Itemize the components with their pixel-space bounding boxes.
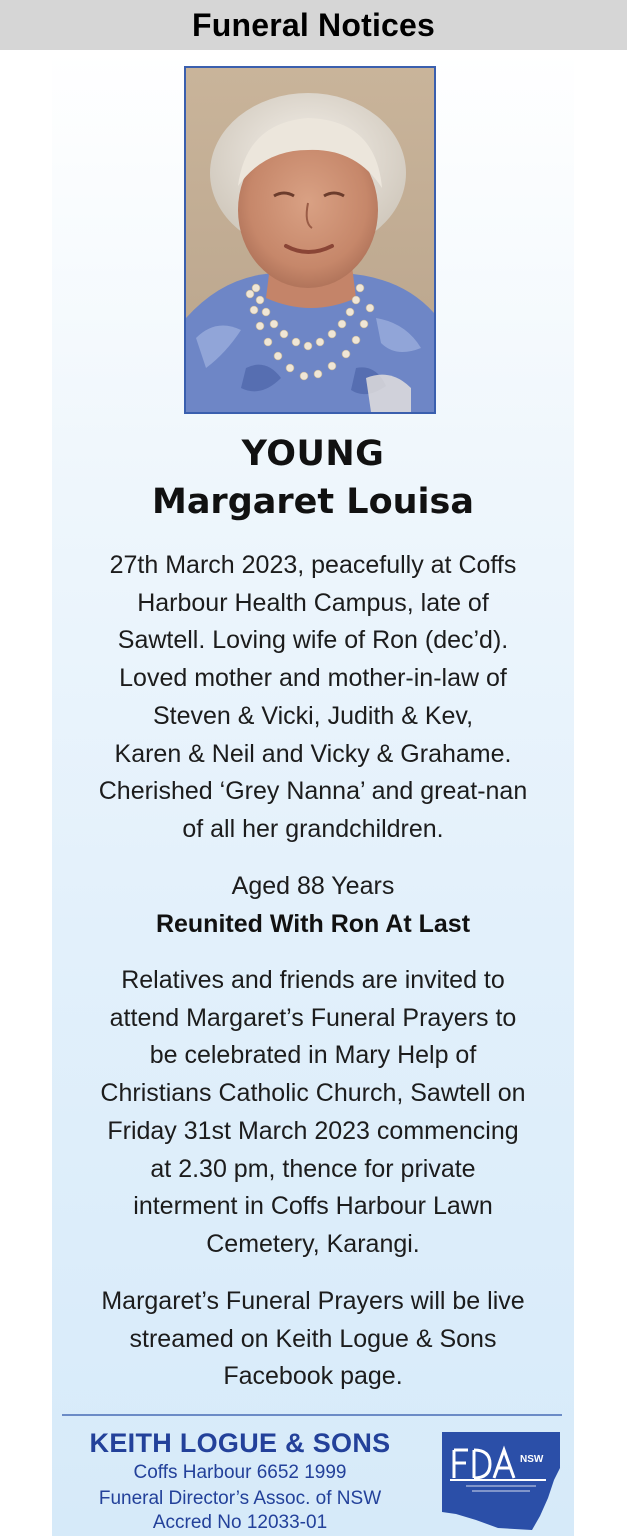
- notice-line: Cherished ‘Grey Nanna’ and great-nan: [98, 777, 528, 806]
- deceased-given-names: Margaret Louisa: [151, 482, 474, 522]
- notice-line: Harbour Health Campus, late of: [137, 588, 489, 617]
- logo-subtext: NSW: [520, 1454, 544, 1465]
- deceased-surname: YOUNG: [241, 434, 385, 474]
- reunited-line: Reunited With Ron At Last: [155, 910, 471, 938]
- funeral-director-name: KEITH LOGUE & SONS: [89, 1428, 391, 1458]
- notice-line: Karen & Neil and Vicky & Grahame.: [114, 739, 512, 768]
- page-header: [0, 0, 627, 50]
- notice-line: 27th March 2023, peacefully at Coffs: [109, 551, 517, 579]
- funeral-director-association: Funeral Director’s Assoc. of NSW: [98, 1488, 382, 1509]
- notice-details: [52, 547, 574, 849]
- invitation-line: Relatives and friends are invited to: [121, 966, 505, 994]
- notice-line: Steven & Vicki, Judith & Kev,: [152, 701, 474, 730]
- funeral-director-accreditation: Accred No 12033-01: [152, 1512, 328, 1533]
- stream-line: Margaret’s Funeral Prayers will be live: [101, 1287, 525, 1315]
- page-title: Funeral Notices: [191, 6, 436, 43]
- invitation-line: Cemetery, Karangi.: [206, 1229, 420, 1258]
- invitation-line: be celebrated in Mary Help of: [149, 1041, 477, 1070]
- funeral-director-phone: Coffs Harbour 6652 1999: [133, 1462, 347, 1483]
- notice-line: Sawtell. Loving wife of Ron (dec’d).: [117, 626, 509, 655]
- invitation-line: attend Margaret’s Funeral Prayers to: [109, 1003, 517, 1032]
- notice-line: Loved mother and mother-in-law of: [119, 664, 507, 693]
- invitation-line: Christians Catholic Church, Sawtell on: [100, 1079, 526, 1108]
- fda-nsw-logo-icon: [436, 1428, 564, 1534]
- portrait-photo: [184, 66, 436, 414]
- funeral-invitation: [52, 962, 574, 1264]
- portrait-image: [186, 68, 434, 412]
- footer-divider: [62, 1414, 562, 1416]
- invitation-line: Friday 31st March 2023 commencing: [107, 1116, 519, 1145]
- stream-line: streamed on Keith Logue & Sons: [129, 1324, 497, 1353]
- livestream-notice: [52, 1283, 574, 1396]
- invitation-line: interment in Coffs Harbour Lawn: [133, 1192, 493, 1221]
- stream-line: Facebook page.: [223, 1362, 403, 1391]
- age-line: Aged 88 Years: [231, 872, 395, 900]
- invitation-line: at 2.30 pm, thence for private: [150, 1154, 476, 1183]
- notice-line: of all her grandchildren.: [182, 814, 444, 843]
